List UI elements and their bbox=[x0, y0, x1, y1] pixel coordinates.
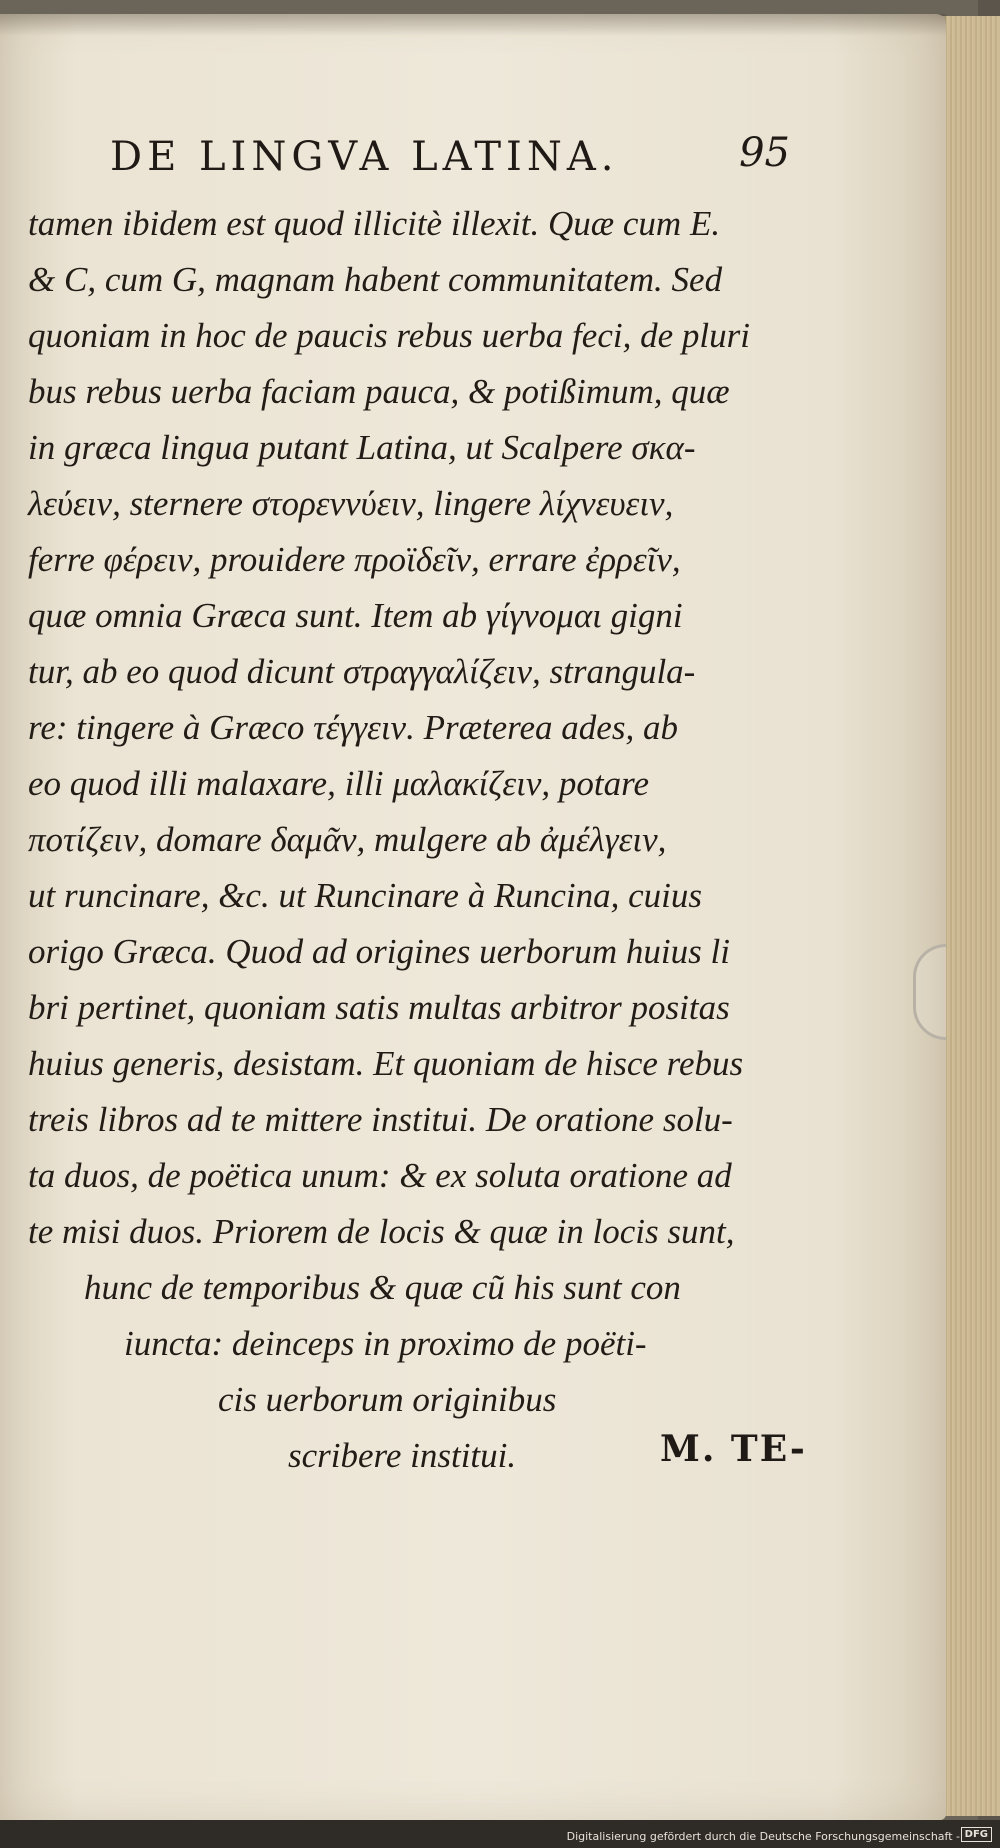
text-line: bri pertinet, quoniam satis multas arbitror positas bbox=[28, 988, 730, 1027]
signature-mark: M. TE- bbox=[660, 1428, 807, 1470]
text-line: treis libros ad te mittere institui. De oratione solu- bbox=[28, 1100, 733, 1139]
text-line: ποτίζειν, domare δαμᾶν, mulgere ab ἀμέλγειν, bbox=[28, 820, 667, 859]
page-number: 95 bbox=[739, 130, 790, 176]
text-line: cis uerborum originibus bbox=[218, 1380, 557, 1419]
text-line: λεύειν, sternere στορεννύειν, lingere λίχνευειν, bbox=[28, 484, 674, 523]
text-line: huius generis, desistam. Et quoniam de hisce rebus bbox=[28, 1044, 744, 1083]
text-line: re: tingere à Græco τέγγειν. Præterea ades, ab bbox=[28, 708, 678, 747]
page-header bbox=[110, 124, 790, 184]
footer-bar bbox=[0, 1820, 1000, 1848]
book-fore-edge bbox=[938, 16, 1000, 1816]
text-line: eo quod illi malaxare, illi μαλακίζειν, potare bbox=[28, 764, 650, 803]
text-line: quæ omnia Græca sunt. Item ab γίγνομαι gigni bbox=[28, 596, 683, 635]
body-text bbox=[28, 196, 808, 1484]
text-line: scribere institui. bbox=[288, 1436, 517, 1475]
text-line: ta duos, de poëtica unum: & ex soluta oratione ad bbox=[28, 1156, 732, 1195]
text-line: in græca lingua putant Latina, ut Scalpere σκα- bbox=[28, 428, 696, 467]
text-line: origo Græca. Quod ad origines uerborum huius li bbox=[28, 932, 730, 971]
text-line: tamen ibidem est quod illicitè illexit. Quæ cum E. bbox=[28, 204, 721, 243]
text-line: quoniam in hoc de paucis rebus uerba feci, de pluri bbox=[28, 316, 750, 355]
text-line: te misi duos. Priorem de locis & quæ in locis sunt, bbox=[28, 1212, 735, 1251]
page-clip-tab bbox=[913, 944, 946, 1040]
text-line: ut runcinare, &c. ut Runcinare à Runcina, cuius bbox=[28, 876, 702, 915]
funding-credit: Digitalisierung gefördert durch die Deutsche Forschungsgemeinschaft - bbox=[566, 1830, 960, 1843]
text-line: tur, ab eo quod dicunt στραγγαλίζειν, strangula- bbox=[28, 652, 696, 691]
running-head: DE LINGVA LATINA. bbox=[110, 134, 619, 180]
dfg-logo-icon: DFG bbox=[961, 1827, 992, 1842]
text-line: bus rebus uerba faciam pauca, & potißimum, quæ bbox=[28, 372, 730, 411]
text-line: hunc de temporibus & quæ cũ his sunt con bbox=[84, 1268, 681, 1307]
printed-page bbox=[0, 14, 946, 1820]
text-line: iuncta: deinceps in proximo de poëti- bbox=[124, 1324, 647, 1363]
text-line: ferre φέρειν, prouidere προϊδεῖν, errare ἐρρεῖν, bbox=[28, 540, 681, 579]
text-line: & C, cum G, magnam habent communitatem. Sed bbox=[28, 260, 723, 299]
page-top-shadow bbox=[0, 14, 946, 36]
